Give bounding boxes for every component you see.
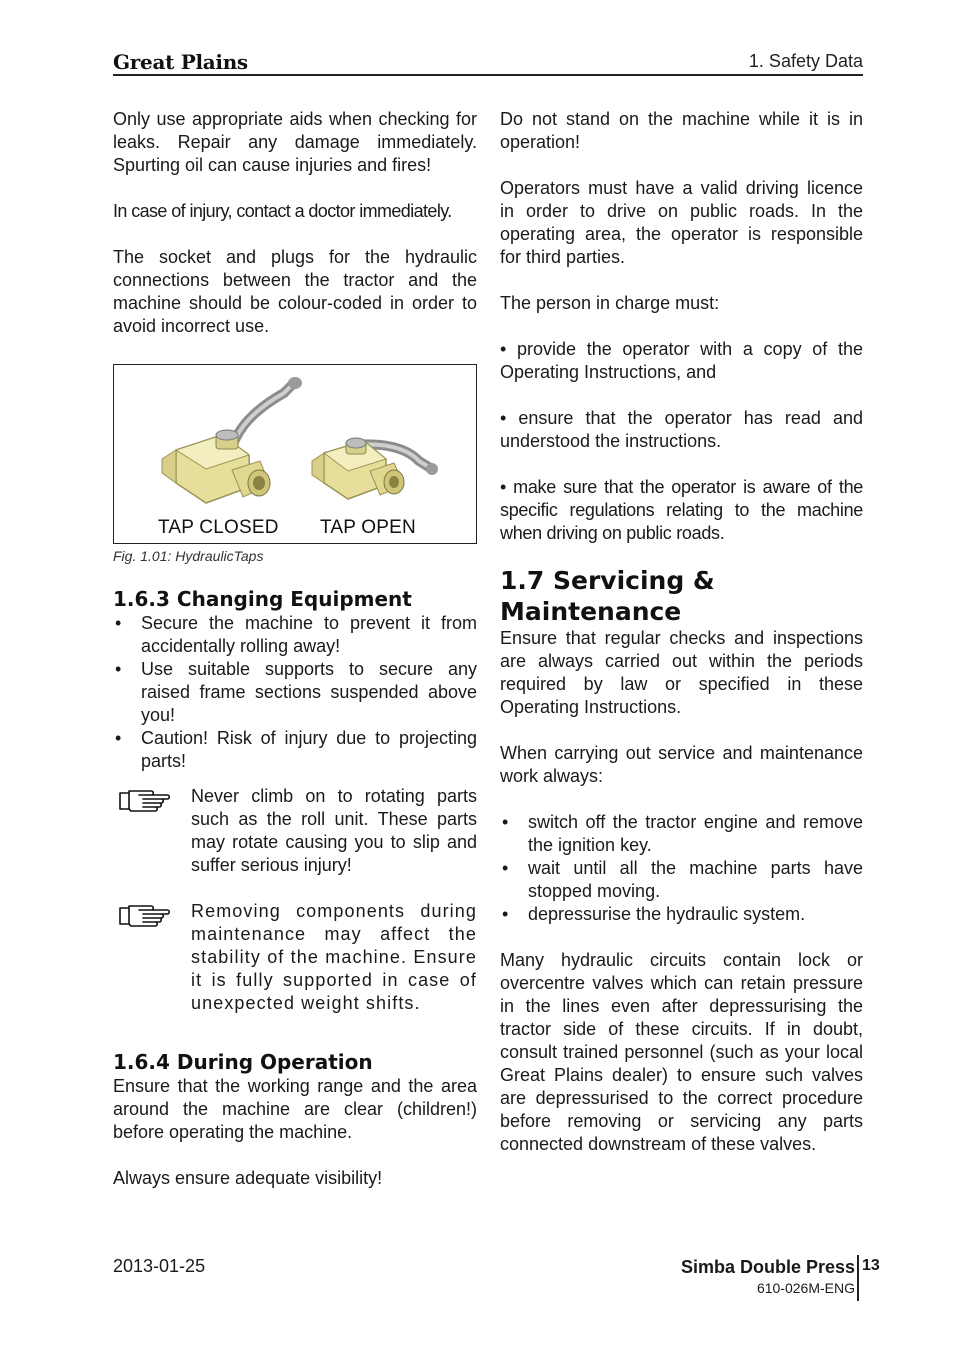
paragraph-visibility: Always ensure adequate visibility! <box>113 1168 383 1188</box>
footer-rule <box>857 1255 859 1301</box>
paragraph-ensure-read: • ensure that the operator has read and understood the instructions. <box>500 408 863 451</box>
pointing-hand-icon <box>117 900 171 930</box>
paragraph-driving-licence: Operators must have a valid driving licence in order to drive on public roads. In the operating area, the operator is responsible for third parties. <box>500 178 863 267</box>
changing-equipment-list <box>113 612 477 773</box>
paragraph-leaks: Only use appropriate aids when checking for leaks. Repair any damage immediately. Spurting oil can cause injuries and fires! <box>113 109 477 175</box>
heading-during-operation: 1.6.4 During Operation <box>113 1050 373 1074</box>
pointing-hand-icon <box>117 785 171 815</box>
list-item: • wait until all the machine parts have stopped moving. <box>500 857 863 903</box>
brand-logo-text: Great Plains <box>113 50 248 74</box>
safety-note-rotating-parts <box>113 785 477 877</box>
list-item: • switch off the tractor engine and remove the ignition key. <box>500 811 863 857</box>
left-column <box>113 108 477 1190</box>
list-item: • Use suitable supports to secure any raised frame sections suspended above you! <box>113 658 477 727</box>
heading-line: 1.7 Servicing & <box>500 566 715 595</box>
section-reference: 1. Safety Data <box>748 51 863 71</box>
list-item: • Secure the machine to prevent it from accidentally rolling away! <box>113 612 477 658</box>
paragraph-hydraulic-circuits: Many hydraulic circuits contain lock or overcentre valves which can retain pressure in the lines even after depressurising the tractor side of these circuits. If in doubt, consult trained personnel (such as your local Great Plains dealer) to ensure such valves are depressurised to the correct procedure before removing or servicing any parts connected downstream of these valves. <box>500 950 863 1154</box>
paragraph-injury: In case of injury, contact a doctor immediately. <box>113 201 452 221</box>
paragraph-colour-coding: The socket and plugs for the hydraulic connections between the tractor and the machine should be colour-coded in order to avoid incorrect use. <box>113 247 477 336</box>
paragraph-working-range: Ensure that the working range and the area around the machine are clear (children!) before operating the machine. <box>113 1076 477 1142</box>
paragraph-provide-copy: • provide the operator with a copy of the Operating Instructions, and <box>500 339 863 382</box>
footer-document-code: 610-026M-ENG <box>756 1280 855 1296</box>
heading-line: Maintenance <box>500 597 682 626</box>
page-number: 13 <box>862 1257 880 1274</box>
paragraph-regular-checks: Ensure that regular checks and inspections are always carried out within the periods required by law or specified in these Operating Instructions. <box>500 628 863 717</box>
paragraph-service-work: When carrying out service and maintenance work always: <box>500 743 863 786</box>
header-rule <box>113 74 863 76</box>
list-item: • Caution! Risk of injury due to projecting parts! <box>113 727 477 773</box>
list-item: • depressurise the hydraulic system. <box>500 903 863 926</box>
safety-note-stability <box>113 900 477 1015</box>
figure-caption: Fig. 1.01: HydraulicTaps <box>113 548 264 564</box>
hydraulic-taps-illustration <box>114 365 476 515</box>
paragraph-do-not-stand: Do not stand on the machine while it is in operation! <box>500 109 863 152</box>
figure-hydraulic-taps <box>113 364 477 544</box>
paragraph-regulations: • make sure that the operator is aware of the specific regulations relating to the machine when driving on public roads. <box>500 477 863 543</box>
tap-open-label: TAP OPEN <box>320 517 416 538</box>
heading-changing-equipment: 1.6.3 Changing Equipment <box>113 587 412 611</box>
heading-servicing-maintenance <box>500 565 863 627</box>
footer-date: 2013-01-25 <box>113 1256 206 1276</box>
note-text: Never climb on to rotating parts such as the roll unit. These parts may rotate causing you to slip and suffer serious injury! <box>191 786 477 875</box>
paragraph-person-in-charge: The person in charge must: <box>500 293 720 313</box>
footer-document-title: Simba Double Press <box>680 1257 855 1277</box>
service-steps-list <box>500 811 863 926</box>
right-column <box>500 108 863 1156</box>
tap-closed-label: TAP CLOSED <box>158 517 279 538</box>
note-text: Removing components during maintenance may affect the stability of the machine. Ensure it is fully supported in case of unexpected weight shifts. <box>191 901 477 1013</box>
